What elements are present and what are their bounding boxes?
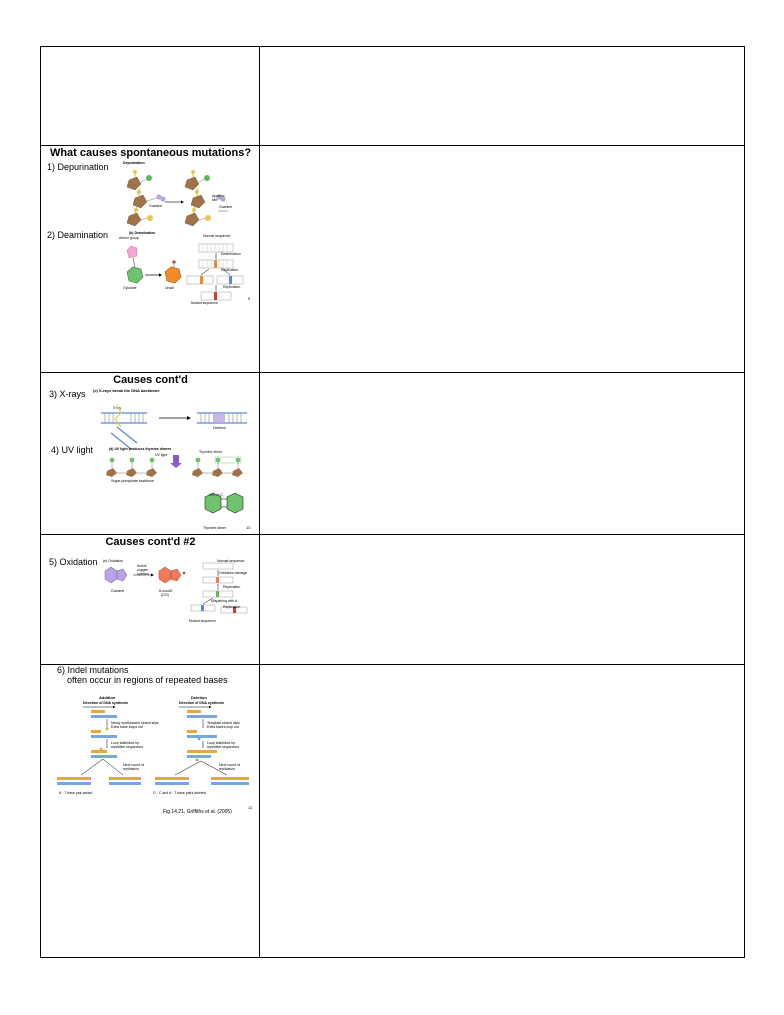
- fig-b-amino: Amino group: [119, 236, 139, 240]
- fig-e-species: species: [137, 572, 149, 576]
- fig-b-deam: Deamination: [221, 252, 241, 256]
- uv-diagram: [101, 453, 251, 533]
- slide-causes-contd: [41, 373, 260, 534]
- slide-row-oxidation: [41, 535, 744, 665]
- fig-b-title: (b) Deamination: [129, 231, 156, 235]
- fig-e-normal: Normal sequence: [217, 559, 245, 563]
- slide-row-spontaneous: [41, 146, 744, 373]
- fig-e-oxygen: oxygen: [137, 568, 149, 572]
- slide-page-number: 10: [246, 525, 251, 530]
- notes-cell-spontaneous: [260, 146, 744, 372]
- fig-e-rep1: Replication: [223, 585, 241, 589]
- del-direction: Direction of DNA synthesis: [179, 701, 224, 705]
- fig-e-guanine: Guanine: [111, 589, 125, 593]
- fig-e-mutant: Mutant sequence: [189, 619, 216, 623]
- slide-causes-contd-2: [41, 535, 260, 664]
- add-result: A · T base pair added: [59, 791, 93, 795]
- add-note6: replication: [123, 767, 139, 771]
- del-note3: Loop stabilized by: [207, 741, 236, 745]
- slide-row-indel: [41, 665, 744, 957]
- fig-d-uv: UV light: [155, 453, 168, 457]
- fig-c-xray: X ray: [113, 406, 122, 410]
- notes-cell-causes: [260, 373, 744, 534]
- fig-c-deletion: Deletion: [213, 426, 226, 430]
- fig-e-goo: (GO): [161, 593, 169, 597]
- item-depurination: 1) Depurination: [47, 162, 109, 172]
- del-note2: Extra bases loop out: [207, 725, 239, 729]
- del-note1: Template strand slips: [207, 721, 240, 725]
- figure-citation: Fig.14.21, Griffiths et al. (2005): [163, 809, 232, 815]
- fig-e-title: (e) Oxidation: [103, 559, 124, 563]
- fig-e-oxog: 8-oxodG: [159, 589, 173, 593]
- del-note4: repetitive sequences: [207, 745, 240, 749]
- notes-cell-blank: [260, 47, 744, 145]
- item-uv-light: 4) UV light: [51, 445, 94, 455]
- fig-e-oxdmg: Oxidative damage: [219, 571, 248, 575]
- xray-diagram: [97, 409, 257, 449]
- add-note5: Next round of: [123, 763, 145, 767]
- fig-b-uracil: Uracil: [165, 286, 174, 290]
- del-result: G · C and A · T base pairs deleted: [153, 791, 206, 795]
- fig-a-guanine: Guanine: [149, 204, 163, 208]
- item-deamination: 2) Deamination: [47, 230, 109, 240]
- slide-spontaneous-mutations: [41, 146, 260, 372]
- fig-b-rep1: Replication: [221, 268, 239, 272]
- fig-b-cytosine: Cytosine: [123, 286, 137, 290]
- add-note2: Extra base loops out: [111, 725, 143, 729]
- item-xrays: 3) X-rays: [49, 389, 86, 399]
- item-oxidation: 5) Oxidation: [49, 557, 98, 567]
- fig-e-active: Active: [137, 564, 147, 568]
- notes-cell-oxidation: [260, 535, 744, 664]
- fig-d-ch3: CH₃ H₃C: [209, 493, 223, 497]
- fig-a-apurinic: Apurinic: [212, 194, 225, 198]
- slide-indel-mutations: [41, 665, 260, 957]
- fig-e-rep2: Replication: [223, 605, 241, 609]
- fig-a-site: site: [212, 198, 218, 202]
- indel-title-line1: 6) Indel mutations: [57, 665, 129, 675]
- fig-e-mispair: Mispairing with A: [211, 599, 238, 603]
- fig-d-backbone: Sugar-phosphate backbone: [111, 479, 155, 483]
- add-note3: Loop stabilized by: [111, 741, 140, 745]
- slide-page-number: 9: [248, 296, 251, 301]
- slide-row-causes: [41, 373, 744, 535]
- handout-sheet: [40, 46, 745, 958]
- indel-title-line2: often occur in regions of repeated bases: [67, 675, 228, 685]
- fig-d-dimer2: Thymine dimer: [203, 526, 227, 530]
- add-note4: repetitive sequences: [111, 745, 144, 749]
- add-note1: Newly synthesized strand slips: [111, 721, 159, 725]
- deamination-diagram: [117, 238, 247, 306]
- slide-cell-blank: [41, 47, 260, 145]
- slide-page-number: 12: [248, 805, 253, 810]
- slide-row-blank: [41, 47, 744, 146]
- slide-title: What causes spontaneous mutations?: [49, 147, 252, 159]
- add-direction: Direction of DNA synthesis: [83, 701, 128, 705]
- slide-title: Causes cont'd #2: [105, 536, 196, 548]
- fig-a-title: Depurination: [123, 161, 145, 165]
- fig-b-mutant: Mutant sequence: [191, 301, 218, 305]
- addition-label: Addition: [99, 695, 116, 700]
- slide-title: Causes cont'd: [113, 374, 188, 386]
- fig-b-rep2: Replication: [223, 285, 241, 289]
- fig-b-normal: Normal sequence: [203, 234, 231, 238]
- del-note5: Next round of: [219, 763, 241, 767]
- fig-c-title: (c) X-rays break the DNA backbone: [93, 388, 160, 393]
- deletion-label: Deletion: [191, 695, 207, 700]
- fig-a-guanine2: Guanine: [219, 205, 233, 209]
- notes-cell-indel: [260, 665, 744, 957]
- fig-d-title: (d) UV light produces thymine dimers: [109, 447, 172, 451]
- del-note6: replication: [219, 767, 235, 771]
- fig-d-dimer: Thymine dimer: [199, 450, 223, 454]
